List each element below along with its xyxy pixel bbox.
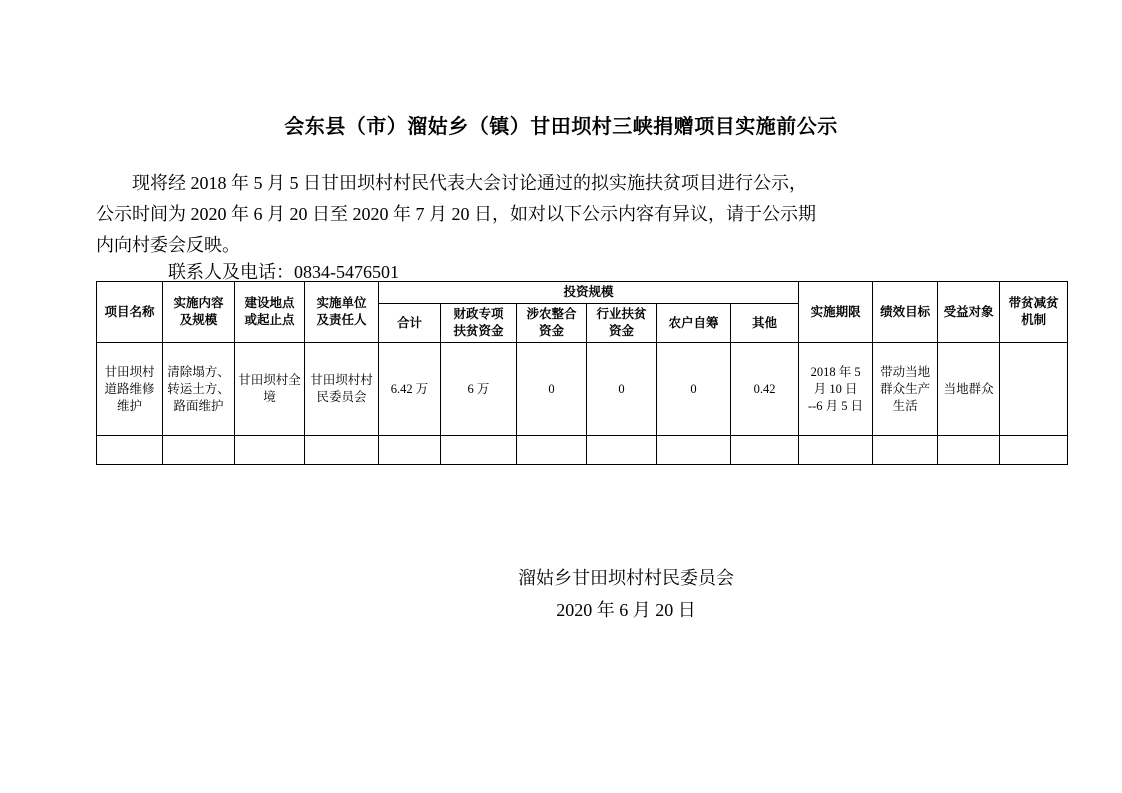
cell-household-self (657, 436, 731, 465)
notice-line-1: 现将经 2018 年 5 月 5 日甘田坝村村民代表大会讨论通过的拟实施扶贫项目进行公示， (132, 173, 807, 193)
th-unit-person-line2: 及责任人 (316, 313, 367, 327)
table-row (97, 436, 1068, 465)
th-unit-person-line1: 实施单位 (316, 296, 367, 310)
cell-household-self: 0 (657, 343, 731, 436)
th-content-scale-line2: 及规模 (179, 313, 218, 327)
cell-content-scale (163, 436, 235, 465)
table-row (97, 343, 1068, 436)
cell-period-line2: 月 10 日 (813, 381, 858, 396)
th-industry-poverty (587, 304, 657, 343)
th-mechanism (1000, 282, 1068, 343)
th-project-name: 项目名称 (97, 282, 163, 343)
cell-performance-line2: 群众生产 (880, 381, 931, 396)
th-beneficiary: 受益对象 (938, 282, 1000, 343)
cell-total: 6.42 万 (379, 343, 441, 436)
cell-period-line1: 2018 年 5 (810, 364, 861, 379)
th-fiscal-special-line1: 财政专项 (453, 307, 504, 321)
signature-date: 2020 年 6 月 20 日 (556, 600, 696, 620)
cell-project-name (97, 436, 163, 465)
th-location-line2: 或起止点 (244, 313, 295, 327)
cell-beneficiary (938, 436, 1000, 465)
th-industry-poverty-line1: 行业扶贫 (596, 307, 647, 321)
cell-performance (873, 436, 938, 465)
contact-line: 联系人及电话：0834-5476501 (168, 262, 399, 282)
th-agri-integration-line1: 涉农整合 (526, 307, 577, 321)
table-header-row-1 (97, 282, 1068, 304)
notice-line-3: 内向村委会反映。 (96, 235, 240, 255)
project-table (96, 281, 1068, 465)
cell-unit-person (305, 436, 379, 465)
cell-mechanism (1000, 343, 1068, 436)
th-period: 实施期限 (799, 282, 873, 343)
cell-agri-integration (517, 436, 587, 465)
cell-period-line3: --6 月 5 日 (807, 398, 864, 413)
cell-total (379, 436, 441, 465)
notice-paragraph (96, 168, 1026, 261)
cell-mechanism (1000, 436, 1068, 465)
cell-performance (873, 343, 938, 436)
cell-industry-poverty (587, 436, 657, 465)
th-total: 合计 (379, 304, 441, 343)
th-household-self: 农户自筹 (657, 304, 731, 343)
cell-performance-line1: 带动当地 (880, 364, 931, 379)
th-performance: 绩效目标 (873, 282, 938, 343)
th-mechanism-line2: 机制 (1021, 313, 1047, 327)
cell-performance-line3: 生活 (892, 398, 918, 413)
signature-block (0, 562, 1122, 626)
th-industry-poverty-line2: 资金 (608, 324, 634, 338)
cell-content-scale: 清除塌方、转运土方、路面维护 (163, 343, 235, 436)
signature-org: 溜姑乡甘田坝村村民委员会 (518, 568, 734, 588)
cell-industry-poverty: 0 (587, 343, 657, 436)
notice-line-2: 公示时间为 2020 年 6 月 20 日至 2020 年 7 月 20 日，如对以下公示内容有异议，请于公示期 (96, 204, 816, 224)
cell-location (235, 436, 305, 465)
th-location (235, 282, 305, 343)
cell-unit-person: 甘田坝村村民委员会 (305, 343, 379, 436)
cell-agri-integration: 0 (517, 343, 587, 436)
th-agri-integration-line2: 资金 (538, 324, 564, 338)
page-title: 会东县（市）溜姑乡（镇）甘田坝村三峡捐赠项目实施前公示 (284, 116, 838, 138)
th-content-scale-line1: 实施内容 (173, 296, 224, 310)
cell-other: 0.42 (731, 343, 799, 436)
cell-other (731, 436, 799, 465)
cell-location: 甘田坝村全境 (235, 343, 305, 436)
th-other: 其他 (731, 304, 799, 343)
th-fiscal-special (441, 304, 517, 343)
cell-period (799, 343, 873, 436)
cell-project-name: 甘田坝村道路维修维护 (97, 343, 163, 436)
cell-fiscal-special: 6 万 (441, 343, 517, 436)
th-location-line1: 建设地点 (244, 296, 295, 310)
cell-fiscal-special (441, 436, 517, 465)
th-mechanism-line1: 带贫减贫 (1008, 296, 1059, 310)
th-unit-person (305, 282, 379, 343)
th-content-scale (163, 282, 235, 343)
cell-beneficiary: 当地群众 (938, 343, 1000, 436)
th-fiscal-special-line2: 扶贫资金 (453, 324, 504, 338)
th-agri-integration (517, 304, 587, 343)
cell-period (799, 436, 873, 465)
th-investment-scale: 投资规模 (379, 282, 799, 304)
